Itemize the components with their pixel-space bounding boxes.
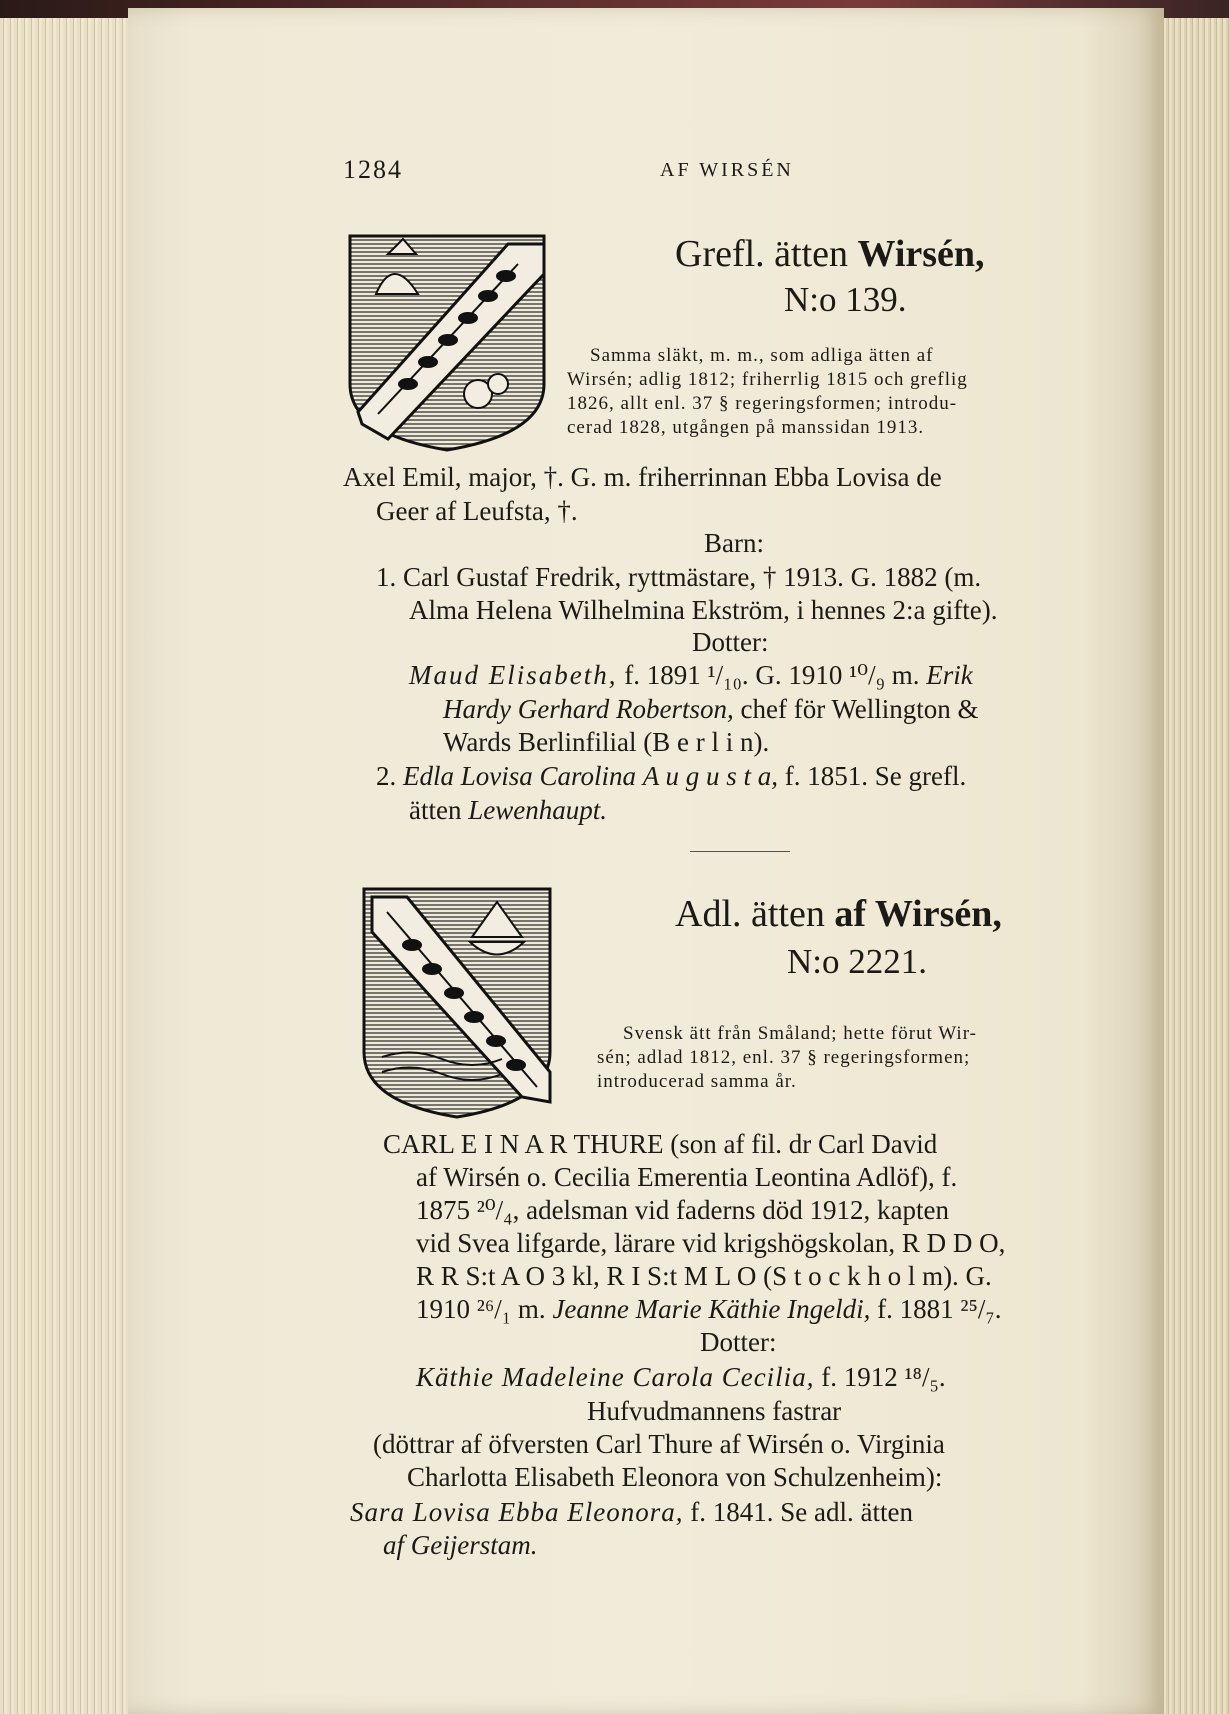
section1-title-name: Wirsén,	[857, 233, 985, 275]
section2-intro-3: introducerad samma år.	[597, 1071, 797, 1092]
fastrar-heading: Hufvudmannens fastrar	[587, 1396, 842, 1426]
section-divider	[690, 851, 790, 852]
carl-gustaf-line-2: Alma Helena Wilhelmina Ekström, i hennes 2:a gifte).	[409, 595, 998, 625]
lewenhaupt-link: Lewenhaupt.	[468, 795, 607, 825]
kathie-name: Käthie Madeleine Carola Cecilia,	[416, 1362, 815, 1392]
section2-number: N:o 2221.	[787, 942, 927, 981]
edla-number: 2.	[376, 761, 397, 791]
hardy-line	[443, 694, 979, 725]
axel-line-1: Axel Emil, major, †. G. m. friherrinnan Ebba Lovisa de	[343, 462, 942, 492]
dotter-heading-2: Dotter:	[700, 1327, 777, 1357]
section2-intro-1: Svensk ätt från Småland; hette förut Wir-	[623, 1023, 977, 1044]
dottrar-line-1: (döttrar af öfversten Carl Thure af Wirsén o. Virginia	[373, 1429, 945, 1459]
section1-intro-1: Samma släkt, m. m., som adliga ätten af	[590, 345, 934, 366]
dottrar-line-2: Charlotta Elisabeth Eleonora von Schulzenheim):	[407, 1462, 943, 1492]
edla-line-2	[409, 795, 607, 826]
page-number: 1284	[343, 155, 403, 184]
carl-einar-line-1: CARL E I N A R THURE (son af fil. dr Carl David	[383, 1129, 938, 1159]
maud-erik: Erik	[926, 660, 973, 690]
section2-intro-2: sén; adlad 1812, enl. 37 § regeringsformen;	[597, 1047, 971, 1068]
jeanne-date: 1910 ²⁶/₁ m.	[416, 1294, 546, 1324]
jeanne-birth: f. 1881 ²⁵/₇.	[877, 1294, 1002, 1324]
maud-name: Maud Elisabeth,	[409, 660, 618, 690]
axel-line-2: Geer af Leufsta, †.	[376, 496, 578, 526]
geijerstam-link: af Geijerstam.	[383, 1530, 538, 1560]
section2-title-name: af Wirsén,	[834, 893, 1002, 935]
carl-einar-line-5: R R S:t A O 3 kl, R I S:t M L O (S t o c k h o l m). G.	[416, 1261, 992, 1291]
sara-birth: f. 1841. Se adl. ätten	[690, 1497, 913, 1527]
hardy-name: Hardy Gerhard Robertson,	[443, 694, 734, 724]
hardy-role: chef för Wellington &	[740, 694, 979, 724]
section1-intro-3: 1826, allt enl. 37 § regeringsformen; introdu-	[567, 393, 958, 414]
edla-augusta: A u g u s t a,	[642, 761, 779, 791]
running-title: AF WIRSÉN	[660, 159, 794, 181]
maud-dates: f. 1891 ¹/₁₀. G. 1910 ¹⁰/₉ m.	[624, 660, 920, 690]
edla-dates: f. 1851. Se grefl.	[784, 761, 967, 791]
section1-title	[675, 232, 985, 276]
carl-einar-line-2: af Wirsén o. Cecilia Emerentia Leontina Adlöf), f.	[416, 1162, 958, 1192]
coat-of-arms-adl-icon	[362, 887, 552, 1119]
section1-intro-4: cerad 1828, utgången på manssidan 1913.	[567, 417, 925, 438]
jeanne-name: Jeanne Marie Käthie Ingeldi,	[552, 1294, 871, 1324]
kathie-line	[416, 1362, 946, 1393]
edla-line	[376, 761, 966, 792]
sara-line	[350, 1497, 913, 1528]
wards-line: Wards Berlinfilial (B e r l i n).	[443, 727, 770, 757]
barn-heading: Barn:	[704, 528, 764, 558]
carl-einar-line-3: 1875 ²⁰/₄, adelsman vid faderns död 1912, kapten	[416, 1195, 949, 1225]
section2-title-prefix: Adl. ätten	[675, 893, 825, 935]
coat-of-arms-grefl-icon	[348, 234, 546, 452]
page-edges-left	[0, 18, 130, 1714]
maud-line	[409, 660, 973, 691]
dotter-heading-1: Dotter:	[692, 627, 769, 657]
edla-name: Edla Lovisa Carolina	[403, 761, 637, 791]
section1-number: N:o 139.	[784, 280, 907, 319]
jeanne-line	[416, 1294, 1002, 1325]
atten-word: ätten	[409, 795, 462, 825]
section2-title	[675, 892, 1002, 936]
carl-gustaf-line-1: 1. Carl Gustaf Fredrik, ryttmästare, † 1913. G. 1882 (m.	[376, 562, 982, 592]
section1-title-prefix: Grefl. ätten	[675, 233, 849, 275]
sara-name: Sara Lovisa Ebba Eleonora,	[350, 1497, 684, 1527]
kathie-birth: f. 1912 ¹⁸/₅.	[821, 1362, 946, 1392]
section1-intro-2: Wirsén; adlig 1812; friherrlig 1815 och greflig	[567, 369, 968, 390]
carl-einar-line-4: vid Svea lifgarde, lärare vid krigshögskolan, R D D O,	[416, 1228, 1006, 1258]
page-edges-right	[1160, 18, 1229, 1714]
